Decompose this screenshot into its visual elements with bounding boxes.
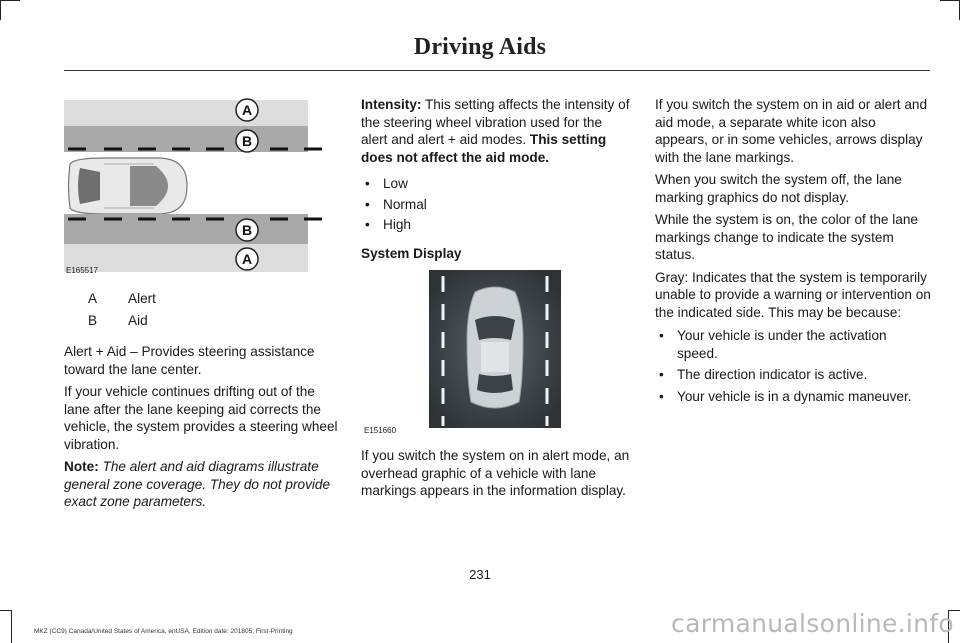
system-off-paragraph: When you switch the system off, the lane marking graphics do not display. <box>655 172 902 205</box>
middle-lower-text <box>361 447 633 500</box>
alert-mode-paragraph: If you switch the system on in alert mode, an overhead graphic of a vehicle with lane markings appears in the information display. <box>361 448 630 498</box>
legend-text-a: Alert <box>128 291 156 306</box>
alert-aid-paragraph: Alert + Aid – Provides steering assistance toward the lane center. <box>64 344 315 377</box>
note-paragraph <box>64 458 340 511</box>
legend-row-b <box>64 312 340 330</box>
intensity-label: Intensity: <box>361 97 422 112</box>
zone-diagram-figure <box>64 96 328 276</box>
zone-diagram <box>64 96 328 276</box>
figure-id-middle: E151660 <box>364 426 397 435</box>
legend-letter-b: B <box>88 312 98 328</box>
legend-letter-a: A <box>88 291 98 306</box>
note-label: Note: <box>64 459 99 474</box>
callout-b-top: B <box>241 133 253 149</box>
legend-row-a <box>64 290 340 308</box>
intensity-text: This setting affects the intensity of the steering wheel vibration used for the alert and alert + aid modes. <box>361 97 630 147</box>
display-figure <box>361 268 633 436</box>
legend-text-b: Aid <box>128 312 148 328</box>
right-column <box>655 96 931 405</box>
intensity-options <box>361 175 631 234</box>
crop-mark-bottom-left-h <box>0 610 12 611</box>
gray-status-paragraph: Gray: Indicates that the system is temporarily unable to provide a warning or intervention on the indicated side. This may be because: <box>655 269 931 320</box>
crop-mark-top-right-h <box>940 0 960 1</box>
reason-direction-indicator: • The direction indicator is active. <box>655 366 931 384</box>
drifting-paragraph: If your vehicle continues drifting out of the lane after the lane keeping aid corrects the vehicle, the system provides a steering wheel vibration. <box>64 384 338 452</box>
callout-a-top: A <box>241 102 253 118</box>
reason-activation-speed: • Your vehicle is under the activation speed. <box>655 327 931 362</box>
aid-mode-paragraph: If you switch the system on in aid or alert and aid mode, a separate white icon also appears, or in some vehicles, arrows display with the lane markings. <box>655 97 928 165</box>
note-text: The alert and aid diagrams illustrate general zone coverage. They do not provide exact zone parameters. <box>64 459 331 509</box>
crop-mark-top-left-v <box>0 0 1 20</box>
car-icon <box>69 158 188 214</box>
zone-a-top <box>64 100 308 126</box>
display-graphic <box>429 270 561 428</box>
page-title: Driving Aids <box>413 34 547 60</box>
figure-id-left: E165517 <box>66 266 99 275</box>
gray-reasons-list <box>655 327 931 405</box>
header-rule <box>64 70 930 71</box>
page-number: 231 <box>469 567 491 582</box>
callout-a-bottom: A <box>241 251 253 267</box>
reason-dynamic-maneuver: • Your vehicle is in a dynamic maneuver. <box>655 388 931 406</box>
watermark: carmanualsonline.info <box>671 609 954 638</box>
left-column <box>64 290 340 511</box>
option-normal: • Normal <box>361 196 631 214</box>
intensity-bold-text: This setting does not affect the aid mode. <box>361 132 607 165</box>
crop-mark-top-left-h <box>0 0 20 1</box>
system-display-heading: System Display <box>361 245 462 261</box>
option-high: • High <box>361 216 631 234</box>
zone-a-bottom <box>64 244 308 272</box>
edition-footer: MKZ (CC9) Canada/United States of America, enUSA, Edition date: 201805, First-Printing <box>34 628 293 635</box>
crop-mark-bottom-left-v <box>11 610 12 643</box>
callout-b-bottom: B <box>241 222 253 238</box>
option-low: • Low <box>361 175 631 193</box>
vehicle-icon <box>467 287 523 408</box>
middle-column <box>361 96 631 262</box>
intensity-paragraph <box>361 96 631 166</box>
lane-color-paragraph: While the system is on, the color of the lane markings change to indicate the system status. <box>655 212 918 262</box>
